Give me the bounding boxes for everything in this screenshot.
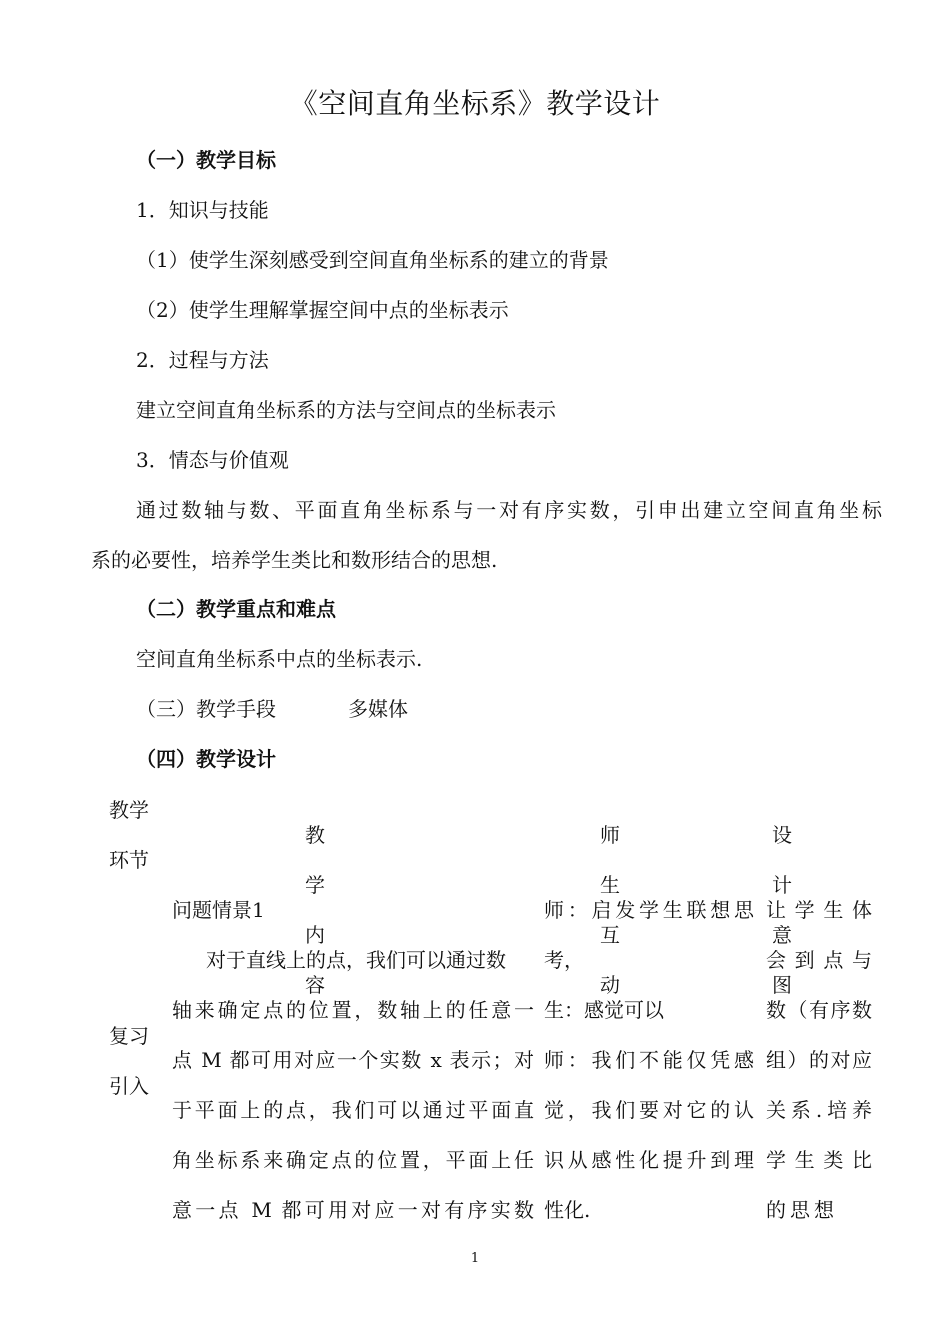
- row1-stage-line1: 复习: [109, 1024, 149, 1048]
- header-intent: 设计意图: [772, 823, 792, 997]
- subheading-process-method: 2．过程与方法: [136, 348, 269, 372]
- interaction-line: 生：感觉可以: [544, 998, 664, 1022]
- section-heading-key-points: （二）教学重点和难点: [136, 597, 336, 621]
- intent-line: 关系.培养: [766, 1098, 872, 1122]
- process-method-text: 建立空间直角坐标系的方法与空间点的坐标表示: [136, 398, 556, 422]
- attitude-values-text-line2: 系的必要性，培养学生类比和数形结合的思想.: [91, 548, 498, 572]
- header-stage: [109, 785, 149, 885]
- content-line: 对于直线上的点，我们可以通过数: [206, 948, 506, 972]
- content-line: 问题情景1: [172, 898, 265, 922]
- row1-interaction: [544, 885, 754, 1235]
- intent-line: 的思想: [766, 1198, 838, 1222]
- objective-item-1: （1）使学生深刻感受到空间直角坐标系的建立的背景: [136, 248, 609, 272]
- interaction-line: 觉，我们要对它的认: [544, 1098, 754, 1122]
- interaction-line: 师：我们不能仅凭感: [544, 1048, 754, 1072]
- content-line: 点 M 都可用对应一个实数 x 表示；对: [172, 1048, 534, 1072]
- intent-line: 数（有序数: [766, 998, 872, 1022]
- header-interaction: 师生互动: [600, 823, 620, 997]
- objective-item-2: （2）使学生理解掌握空间中点的坐标表示: [136, 298, 509, 322]
- page-number: 1: [470, 1251, 480, 1266]
- content-line: 轴来确定点的位置，数轴上的任意一: [172, 998, 534, 1022]
- subheading-knowledge-skills: 1．知识与技能: [136, 198, 269, 222]
- intent-line: 让学生体: [766, 898, 872, 922]
- row1-intent: [766, 885, 872, 1235]
- attitude-values-text-line1: 通过数轴与数、平面直角坐标系与一对有序实数，引申出建立空间直角坐标: [136, 498, 882, 522]
- interaction-line: 考，: [544, 948, 584, 972]
- header-stage-line1: 教学: [109, 798, 149, 822]
- header-content: 教学内容: [305, 823, 325, 997]
- section-heading-objectives: （一）教学目标: [136, 148, 276, 172]
- interaction-line: 师：启发学生联想思: [544, 898, 754, 922]
- section-heading-teaching-design: （四）教学设计: [136, 747, 276, 771]
- content-line: 意一点 M 都可用对应一对有序实数: [172, 1198, 534, 1222]
- intent-line: 学生类比: [766, 1148, 872, 1172]
- interaction-line: 识从感性化提升到理: [544, 1148, 754, 1172]
- content-line: 角坐标系来确定点的位置，平面上任: [172, 1148, 534, 1172]
- document-title: 《空间直角坐标系》教学设计: [289, 87, 661, 120]
- content-line: 于平面上的点，我们可以通过平面直: [172, 1098, 534, 1122]
- row1-stage-line2: 引入: [109, 1074, 149, 1098]
- row1-content: [172, 885, 534, 1235]
- subheading-attitude-values: 3．情态与价值观: [136, 448, 289, 472]
- interaction-line: 性化.: [544, 1198, 591, 1222]
- teaching-means-value: 多媒体: [348, 697, 408, 721]
- row1-stage: [109, 1011, 149, 1111]
- key-points-text: 空间直角坐标系中点的坐标表示.: [136, 647, 423, 671]
- header-stage-line2: 环节: [109, 848, 149, 872]
- section-heading-teaching-means: （三）教学手段: [136, 697, 276, 721]
- intent-line: 会到点与: [766, 948, 872, 972]
- intent-line: 组）的对应: [766, 1048, 872, 1072]
